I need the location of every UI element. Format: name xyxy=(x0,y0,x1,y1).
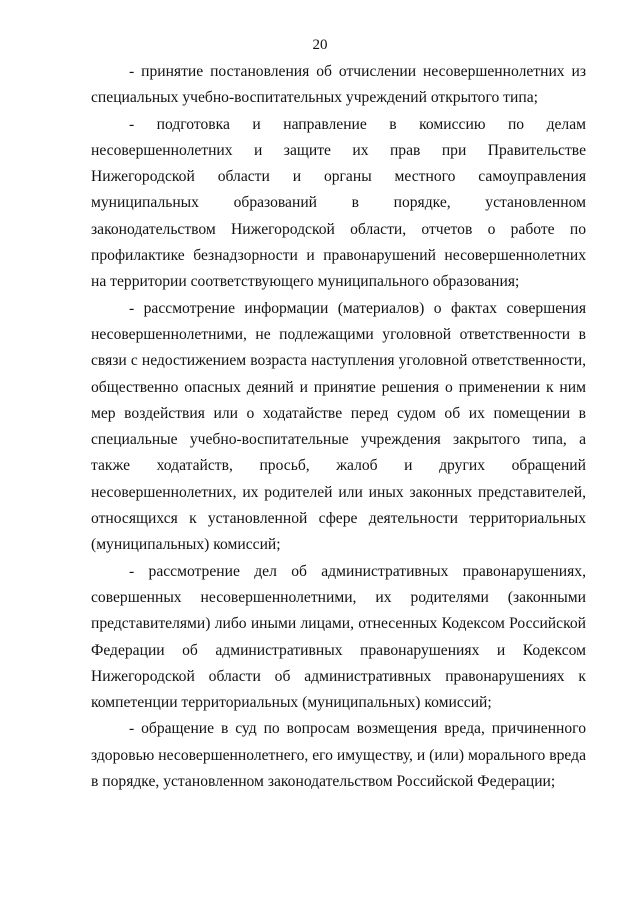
paragraph-reports-submission: - подготовка и направление в комиссию по делам несовершеннолетних и защите их прав при Правительстве Нижегородской области и органы местного самоуправления муниципальных образований в порядке, установленном законодательством Нижегородской области, отчетов о работе по профилактике безнадзорности и правонарушений несовершеннолетних на территории соответствующего муниципального образования; xyxy=(91,115,586,291)
paragraph-administrative-cases: - рассмотрение дел об административных правонарушениях, совершенных несовершеннолетними, их родителями (законными представителями) либо иными лицами, отнесенных Кодексом Российской Федерации об административных правонарушениях и Кодексом Нижегородской области об административных правонарушениях к компетенции территориальных (муниципальных) комиссий; xyxy=(91,562,586,712)
page-number: 20 xyxy=(312,37,328,53)
paragraph-expulsion-decision: - принятие постановления об отчислении несовершеннолетних из специальных учебно-воспитательных учреждений открытого типа; xyxy=(91,63,586,107)
paragraph-court-appeal: - обращение в суд по вопросам возмещения вреда, причиненного здоровью несовершеннолетнего, его имуществу, и (или) морального вреда в порядке, установленном законодательством Российской Федерации; xyxy=(91,720,586,791)
document-body xyxy=(91,59,586,795)
paragraph-information-review: - рассмотрение информации (материалов) о фактах совершения несовершеннолетними, не подлежащими уголовной ответственности в связи с недостижением возраста наступления уголовной ответственности, общественно опасных деяний и принятие решения о применении к ним мер воздействия или о ходатайстве перед судом об их помещении в специальные учебно-воспитательные учреждения закрытого типа, а также ходатайств, просьб, жалоб и других обращений несовершеннолетних, их родителей или иных законных представителей, относящихся к установленной сфере деятельности территориальных (муниципальных) комиссий; xyxy=(91,299,586,554)
